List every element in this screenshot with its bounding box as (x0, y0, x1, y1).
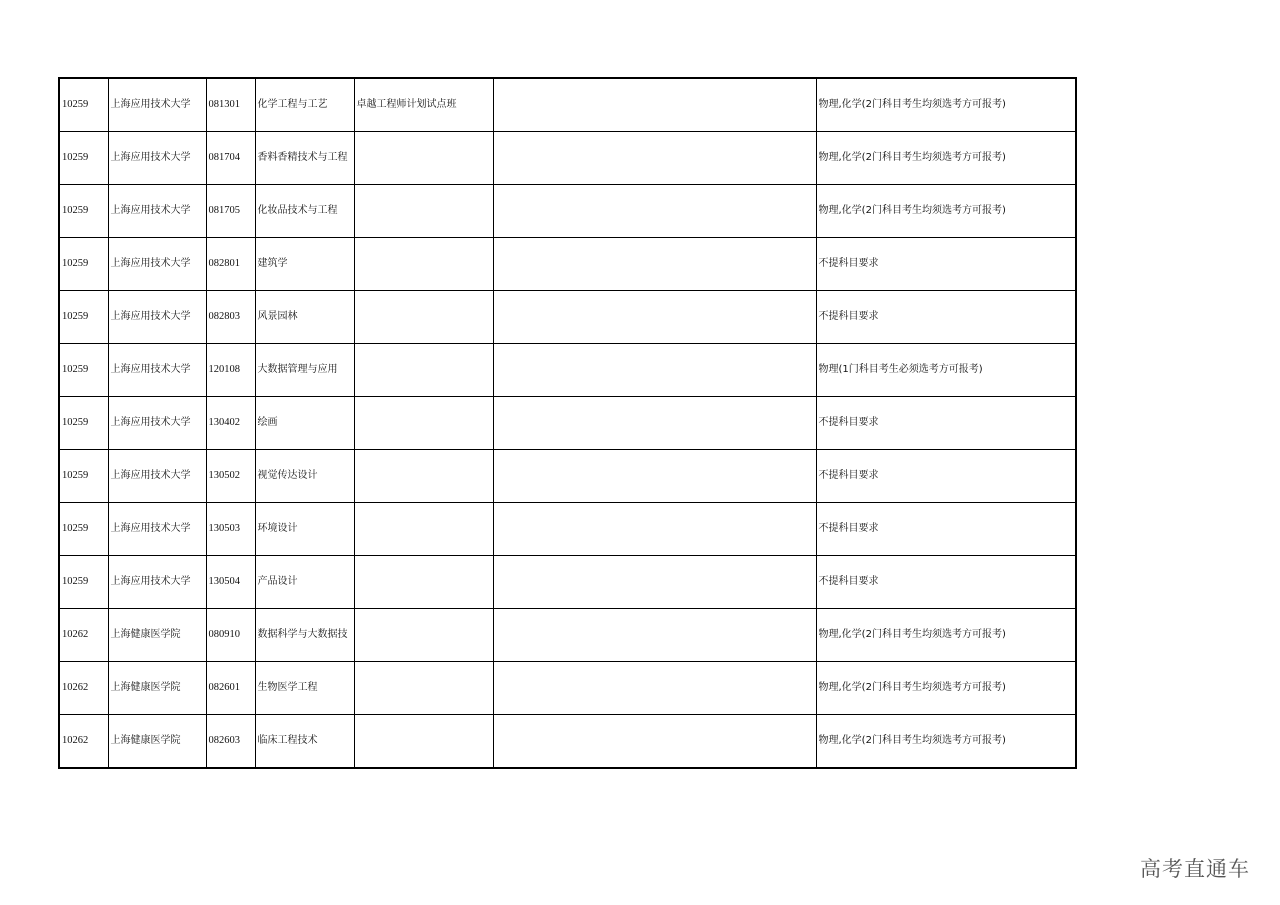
major-note-cell (354, 397, 493, 450)
table-row (59, 450, 1076, 503)
table-body (59, 78, 1076, 768)
table-row (59, 556, 1076, 609)
major-note-cell (354, 503, 493, 556)
blank-cell (493, 238, 816, 291)
major-name-cell: 香料香精技术与工程 (255, 132, 354, 185)
major-code-cell: 082601 (206, 662, 255, 715)
school-code-cell: 10262 (59, 662, 108, 715)
major-note-cell (354, 450, 493, 503)
major-note-cell: 卓越工程师计划试点班 (354, 78, 493, 132)
major-name-cell: 化妆品技术与工程 (255, 185, 354, 238)
table-row (59, 132, 1076, 185)
school-code-cell: 10259 (59, 344, 108, 397)
blank-cell (493, 450, 816, 503)
subject-requirement-cell: 不提科目要求 (816, 397, 1076, 450)
major-code-cell: 081704 (206, 132, 255, 185)
major-code-cell: 130402 (206, 397, 255, 450)
subject-requirement-cell: 不提科目要求 (816, 450, 1076, 503)
subject-requirement-cell: 物理,化学(2门科目考生均须选考方可报考) (816, 609, 1076, 662)
major-code-cell: 082603 (206, 715, 255, 769)
table-row (59, 662, 1076, 715)
major-name-cell: 生物医学工程 (255, 662, 354, 715)
major-code-cell: 081705 (206, 185, 255, 238)
school-code-cell: 10259 (59, 450, 108, 503)
school-code-cell: 10262 (59, 715, 108, 769)
blank-cell (493, 78, 816, 132)
major-name-cell: 风景园林 (255, 291, 354, 344)
table-row (59, 238, 1076, 291)
blank-cell (493, 556, 816, 609)
blank-cell (493, 503, 816, 556)
major-name-cell: 绘画 (255, 397, 354, 450)
major-name-cell: 产品设计 (255, 556, 354, 609)
school-code-cell: 10259 (59, 132, 108, 185)
school-code-cell: 10259 (59, 503, 108, 556)
school-code-cell: 10259 (59, 291, 108, 344)
school-code-cell: 10259 (59, 397, 108, 450)
major-name-cell: 视觉传达设计 (255, 450, 354, 503)
school-name-cell: 上海应用技术大学 (108, 132, 206, 185)
major-note-cell (354, 556, 493, 609)
school-name-cell: 上海应用技术大学 (108, 556, 206, 609)
school-code-cell: 10259 (59, 185, 108, 238)
major-name-cell: 大数据管理与应用 (255, 344, 354, 397)
blank-cell (493, 609, 816, 662)
subject-requirement-cell: 物理(1门科目考生必须选考方可报考) (816, 344, 1076, 397)
school-code-cell: 10259 (59, 78, 108, 132)
subject-requirement-cell: 物理,化学(2门科目考生均须选考方可报考) (816, 185, 1076, 238)
subject-requirement-cell: 物理,化学(2门科目考生均须选考方可报考) (816, 715, 1076, 769)
major-code-cell: 080910 (206, 609, 255, 662)
major-code-cell: 082801 (206, 238, 255, 291)
school-name-cell: 上海应用技术大学 (108, 450, 206, 503)
subject-requirement-cell: 不提科目要求 (816, 291, 1076, 344)
blank-cell (493, 291, 816, 344)
subject-requirement-cell: 物理,化学(2门科目考生均须选考方可报考) (816, 78, 1076, 132)
school-name-cell: 上海健康医学院 (108, 609, 206, 662)
major-note-cell (354, 609, 493, 662)
subject-requirement-cell: 不提科目要求 (816, 238, 1076, 291)
major-code-cell: 130504 (206, 556, 255, 609)
school-name-cell: 上海应用技术大学 (108, 503, 206, 556)
blank-cell (493, 132, 816, 185)
subject-requirement-cell: 物理,化学(2门科目考生均须选考方可报考) (816, 132, 1076, 185)
blank-cell (493, 715, 816, 769)
major-code-cell: 130502 (206, 450, 255, 503)
major-note-cell (354, 662, 493, 715)
table-row (59, 715, 1076, 769)
blank-cell (493, 662, 816, 715)
table-row (59, 185, 1076, 238)
major-name-cell: 数据科学与大数据技 (255, 609, 354, 662)
school-name-cell: 上海应用技术大学 (108, 344, 206, 397)
major-note-cell (354, 291, 493, 344)
blank-cell (493, 185, 816, 238)
subject-requirement-cell: 物理,化学(2门科目考生均须选考方可报考) (816, 662, 1076, 715)
school-name-cell: 上海应用技术大学 (108, 185, 206, 238)
school-name-cell: 上海应用技术大学 (108, 291, 206, 344)
major-note-cell (354, 715, 493, 769)
table-row (59, 78, 1076, 132)
major-name-cell: 临床工程技术 (255, 715, 354, 769)
major-note-cell (354, 344, 493, 397)
major-code-cell: 081301 (206, 78, 255, 132)
major-name-cell: 建筑学 (255, 238, 354, 291)
subject-requirement-cell: 不提科目要求 (816, 503, 1076, 556)
table-row (59, 609, 1076, 662)
school-code-cell: 10262 (59, 609, 108, 662)
table-row (59, 344, 1076, 397)
major-name-cell: 环境设计 (255, 503, 354, 556)
table-row (59, 397, 1076, 450)
watermark-text: 高考直通车 (1140, 857, 1250, 881)
major-note-cell (354, 238, 493, 291)
major-code-cell: 082803 (206, 291, 255, 344)
school-name-cell: 上海应用技术大学 (108, 78, 206, 132)
school-code-cell: 10259 (59, 556, 108, 609)
school-name-cell: 上海健康医学院 (108, 662, 206, 715)
major-note-cell (354, 185, 493, 238)
table-row (59, 291, 1076, 344)
major-code-cell: 120108 (206, 344, 255, 397)
school-name-cell: 上海健康医学院 (108, 715, 206, 769)
blank-cell (493, 397, 816, 450)
table-row (59, 503, 1076, 556)
school-code-cell: 10259 (59, 238, 108, 291)
major-code-cell: 130503 (206, 503, 255, 556)
school-name-cell: 上海应用技术大学 (108, 238, 206, 291)
school-name-cell: 上海应用技术大学 (108, 397, 206, 450)
blank-cell (493, 344, 816, 397)
subject-requirement-cell: 不提科目要求 (816, 556, 1076, 609)
admission-subject-table (58, 77, 1077, 769)
major-note-cell (354, 132, 493, 185)
major-name-cell: 化学工程与工艺 (255, 78, 354, 132)
